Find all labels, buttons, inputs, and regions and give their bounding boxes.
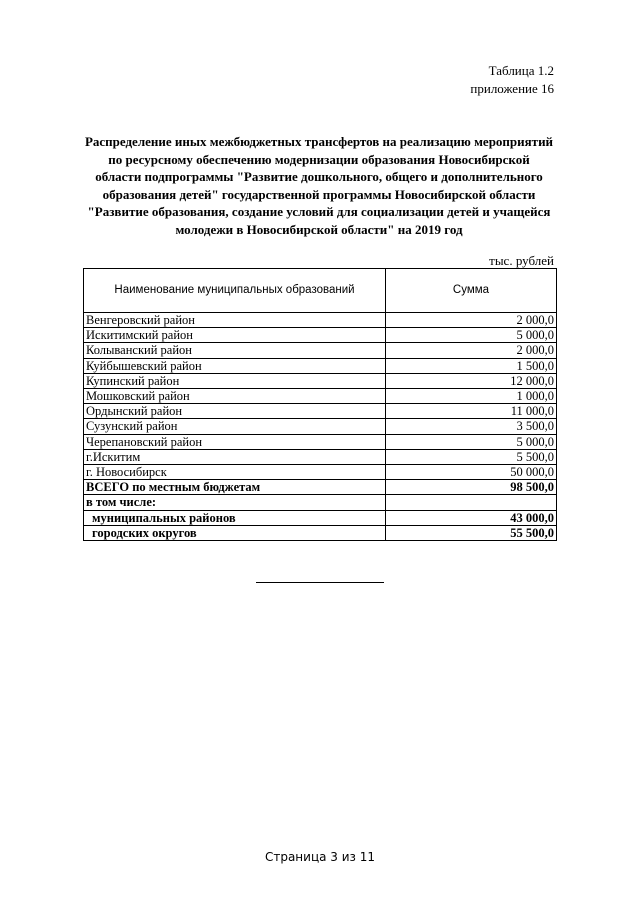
municipality-name: Колыванский район xyxy=(84,343,386,358)
amount: 5 000,0 xyxy=(386,434,557,449)
title-line: "Развитие образования, создание условий для социализации детей и учащейся xyxy=(87,204,551,220)
table-row xyxy=(84,373,557,388)
subtotal-amount: 43 000,0 xyxy=(386,510,557,525)
including-row xyxy=(84,495,557,510)
subtotal-label: городских округов xyxy=(84,525,386,540)
title-line: молодежи в Новосибирской области" на 2019 год xyxy=(175,221,463,237)
table-row xyxy=(84,389,557,404)
municipality-name: Венгеровский район xyxy=(84,313,386,328)
amount: 5 000,0 xyxy=(386,328,557,343)
municipality-name: Куйбышевский район xyxy=(84,358,386,373)
title-line: образования детей" государственной программы Новосибирской области xyxy=(102,186,536,202)
amount: 11 000,0 xyxy=(386,404,557,419)
page-number: Страница 3 из 11 xyxy=(264,850,376,864)
municipality-name: Мошковский район xyxy=(84,389,386,404)
municipality-name: Ордынский район xyxy=(84,404,386,419)
transfers-table xyxy=(83,268,557,541)
municipality-name: Черепановский район xyxy=(84,434,386,449)
subtotal-row xyxy=(84,525,557,540)
table-header-row xyxy=(84,269,557,313)
table-reference: Таблица 1.2 xyxy=(488,63,554,78)
table-row xyxy=(84,465,557,480)
amount: 1 500,0 xyxy=(386,358,557,373)
title-line: по ресурсному обеспечению модернизации образования Новосибирской xyxy=(108,151,530,167)
table-row xyxy=(84,419,557,434)
table-row xyxy=(84,404,557,419)
table-row xyxy=(84,328,557,343)
total-label: ВСЕГО по местным бюджетам xyxy=(84,480,386,495)
subtotal-amount: 55 500,0 xyxy=(386,525,557,540)
table-row xyxy=(84,313,557,328)
table-row xyxy=(84,343,557,358)
municipality-name: Искитимский район xyxy=(84,328,386,343)
amount: 12 000,0 xyxy=(386,373,557,388)
amount: 5 500,0 xyxy=(386,449,557,464)
document-title xyxy=(60,133,578,239)
title-line: области подпрограммы "Развитие дошкольного, общего и дополнительного xyxy=(95,169,543,185)
amount: 2 000,0 xyxy=(386,343,557,358)
municipality-name: г.Искитим xyxy=(84,449,386,464)
subtotal-row xyxy=(84,510,557,525)
amount: 3 500,0 xyxy=(386,419,557,434)
total-row xyxy=(84,480,557,495)
total-amount: 98 500,0 xyxy=(386,480,557,495)
appendix-reference: приложение 16 xyxy=(470,81,554,96)
including-amount xyxy=(386,495,557,510)
separator-line xyxy=(256,582,384,583)
title-line: Распределение иных межбюджетных трансфертов на реализацию мероприятий xyxy=(84,134,554,149)
municipality-name: г. Новосибирск xyxy=(84,465,386,480)
units-label: тыс. рублей xyxy=(489,253,554,268)
including-label: в том числе: xyxy=(84,495,386,510)
municipality-name: Сузунский район xyxy=(84,419,386,434)
amount: 1 000,0 xyxy=(386,389,557,404)
table-row xyxy=(84,358,557,373)
subtotal-label: муниципальных районов xyxy=(84,510,386,525)
column-header-name: Наименование муниципальных образований xyxy=(84,269,386,313)
amount: 2 000,0 xyxy=(386,313,557,328)
table-row xyxy=(84,434,557,449)
table-row xyxy=(84,449,557,464)
amount: 50 000,0 xyxy=(386,465,557,480)
column-header-sum: Сумма xyxy=(386,269,557,313)
municipality-name: Купинский район xyxy=(84,373,386,388)
